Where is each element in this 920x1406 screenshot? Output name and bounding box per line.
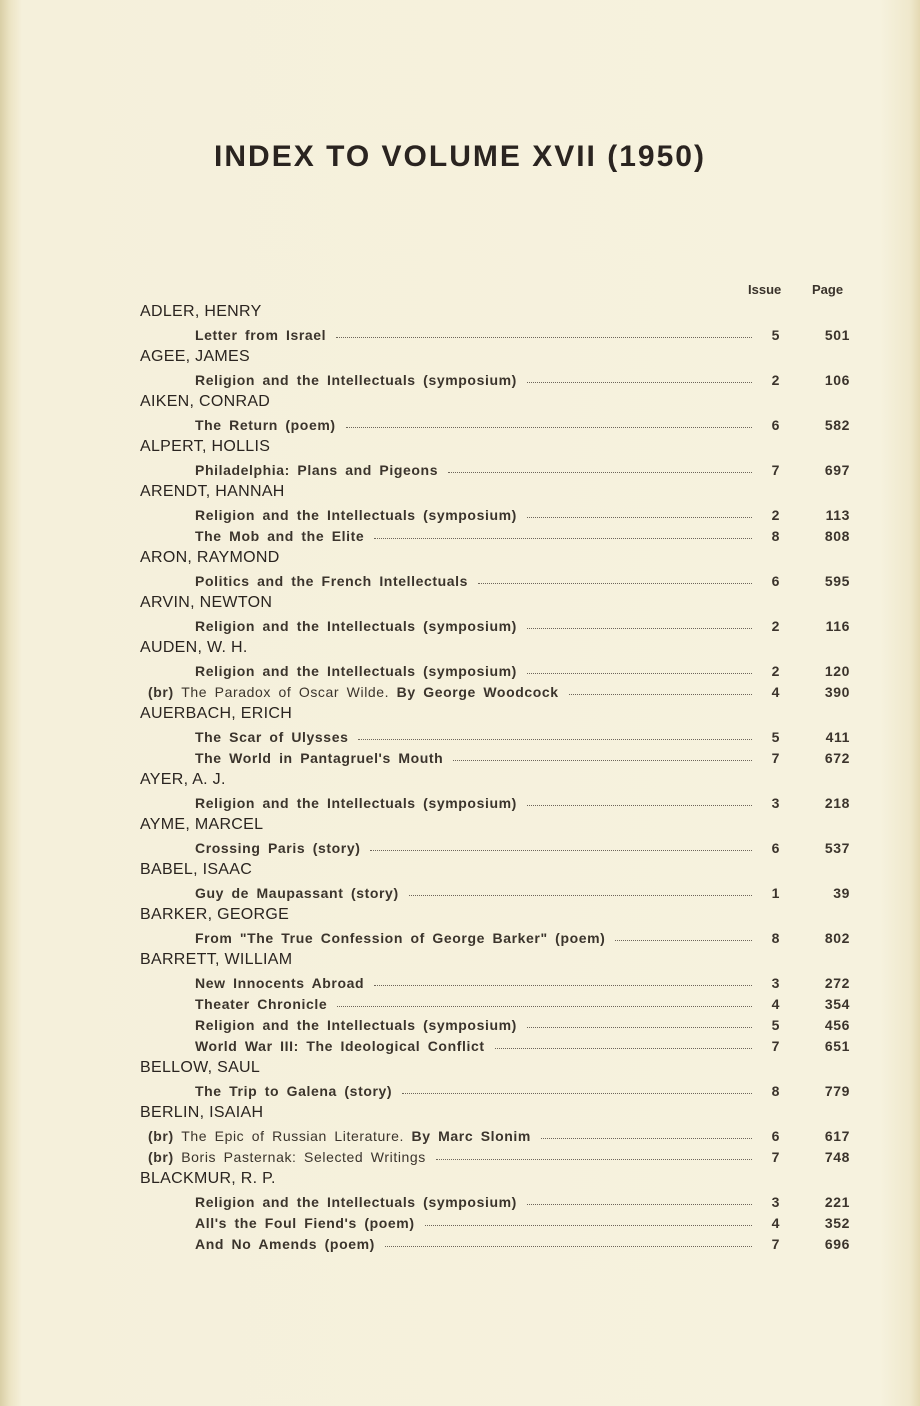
entry-title: The Mob and the Elite — [195, 528, 365, 544]
index-entry — [140, 1012, 850, 1033]
entry-text — [140, 840, 360, 856]
entry-issue: 1 — [771, 885, 780, 901]
entry-issue: 3 — [771, 975, 780, 991]
entry-issue: 8 — [771, 1083, 780, 1099]
dot-leader — [409, 895, 752, 896]
entry-page: 106 — [824, 372, 850, 388]
entry-page: 390 — [824, 684, 850, 700]
entry-page: 779 — [824, 1083, 850, 1099]
index-entry — [140, 457, 850, 478]
entry-title: From "The True Confession of George Barker" (poem) — [195, 930, 606, 946]
entry-title: All's the Foul Fiend's (poem) — [195, 1215, 415, 1231]
dot-leader — [374, 985, 752, 986]
dot-leader — [337, 1006, 752, 1007]
entry-text — [140, 528, 364, 544]
entry-issue: 6 — [771, 573, 780, 589]
author-name: AUDEN, W. H. — [140, 639, 248, 656]
entry-text — [140, 1215, 415, 1231]
entry-title: World War III: The Ideological Conflict — [195, 1038, 485, 1054]
entry-issue: 3 — [771, 1194, 780, 1210]
author-name: ARON, RAYMOND — [140, 549, 280, 566]
entry-title: Philadelphia: Plans and Pigeons — [195, 462, 439, 478]
entry-issue: 5 — [771, 729, 780, 745]
entry-issue: 7 — [771, 1236, 780, 1252]
entry-byline: By George Woodcock — [396, 684, 559, 700]
entry-page: 221 — [824, 1194, 850, 1210]
entry-issue: 6 — [771, 417, 780, 433]
author-name: AIKEN, CONRAD — [140, 393, 271, 410]
index-entry — [140, 790, 850, 811]
entry-issue: 3 — [771, 795, 780, 811]
entry-page: 802 — [824, 930, 850, 946]
dot-leader — [436, 1159, 752, 1160]
dot-leader — [541, 1138, 752, 1139]
entry-text — [140, 729, 348, 745]
author-group — [140, 905, 850, 946]
entry-title: New Innocents Abroad — [195, 975, 365, 991]
author-name: BABEL, ISAAC — [140, 861, 253, 878]
author-name: AYME, MARCEL — [140, 816, 264, 833]
index-entry — [140, 523, 850, 544]
issue-column-header: Issue — [748, 282, 782, 297]
entry-issue: 4 — [771, 1215, 780, 1231]
entry-title: Politics and the French Intellectuals — [195, 573, 469, 589]
entry-title: Religion and the Intellectuals (symposium) — [195, 1194, 517, 1210]
dot-leader — [527, 805, 752, 806]
author-name: BELLOW, SAUL — [140, 1059, 261, 1076]
entry-text — [140, 327, 326, 343]
index-entry — [140, 925, 850, 946]
entry-title: Boris Pasternak: Selected Writings — [181, 1149, 426, 1165]
dot-leader — [374, 538, 752, 539]
entry-page: 537 — [824, 840, 850, 856]
author-name: ARENDT, HANNAH — [140, 483, 285, 500]
entry-issue: 4 — [771, 996, 780, 1012]
entry-issue: 7 — [771, 1038, 780, 1054]
entry-page: 501 — [824, 327, 850, 343]
index-entry — [140, 1189, 850, 1210]
index-entry — [140, 970, 850, 991]
entry-text — [140, 750, 443, 766]
dot-leader — [370, 850, 752, 851]
author-group — [140, 437, 850, 478]
index-entry — [140, 835, 850, 856]
index-entry — [140, 1144, 850, 1165]
index-entry — [140, 724, 850, 745]
entry-text — [140, 417, 336, 433]
entry-text — [140, 930, 605, 946]
entry-text — [140, 618, 517, 634]
entry-page: 582 — [824, 417, 850, 433]
entry-title: Religion and the Intellectuals (symposium) — [195, 507, 517, 523]
entry-issue: 2 — [771, 507, 780, 523]
entry-text — [140, 1083, 392, 1099]
author-group — [140, 815, 850, 856]
entry-title: Letter from Israel — [195, 327, 327, 343]
author-name: AUERBACH, ERICH — [140, 705, 293, 722]
entry-title: And No Amends (poem) — [195, 1236, 375, 1252]
index-entry — [140, 1033, 850, 1054]
dot-leader — [527, 673, 752, 674]
entry-title: Crossing Paris (story) — [195, 840, 361, 856]
entry-title: Religion and the Intellectuals (symposium) — [195, 618, 517, 634]
index-entry — [140, 658, 850, 679]
review-prefix: (br) — [148, 684, 174, 700]
author-group — [140, 770, 850, 811]
index-list — [140, 302, 850, 1256]
entry-text — [140, 885, 399, 901]
entry-title: Theater Chronicle — [195, 996, 328, 1012]
index-entry — [140, 613, 850, 634]
dot-leader — [346, 427, 752, 428]
entry-issue: 6 — [771, 840, 780, 856]
author-group — [140, 950, 850, 1054]
page-title: INDEX TO VOLUME XVII (1950) — [214, 140, 706, 173]
author-name: ARVIN, NEWTON — [140, 594, 273, 611]
entry-page: 617 — [824, 1128, 850, 1144]
dot-leader — [527, 517, 752, 518]
author-group — [140, 704, 850, 766]
entry-text — [140, 1194, 517, 1210]
index-entry — [140, 1210, 850, 1231]
index-entry — [140, 502, 850, 523]
entry-text — [140, 1017, 517, 1033]
entry-title: The Return (poem) — [195, 417, 336, 433]
author-group — [140, 860, 850, 901]
entry-text — [140, 1038, 485, 1054]
entry-text — [140, 1149, 426, 1165]
index-entry — [140, 367, 850, 388]
entry-title: The Epic of Russian Literature. — [181, 1128, 405, 1144]
review-prefix: (br) — [148, 1149, 174, 1165]
entry-text — [140, 462, 438, 478]
entry-issue: 6 — [771, 1128, 780, 1144]
entry-page: 697 — [824, 462, 850, 478]
entry-text — [140, 663, 517, 679]
author-group — [140, 1058, 850, 1099]
entry-page: 595 — [824, 573, 850, 589]
index-entry — [140, 322, 850, 343]
dot-leader — [527, 1204, 752, 1205]
dot-leader — [358, 739, 752, 740]
index-entry — [140, 1231, 850, 1252]
entry-title: The World in Pantagruel's Mouth — [195, 750, 444, 766]
author-group — [140, 302, 850, 343]
author-name: BARKER, GEORGE — [140, 906, 290, 923]
author-group — [140, 593, 850, 634]
entry-page: 272 — [824, 975, 850, 991]
dot-leader — [527, 382, 752, 383]
entry-page: 456 — [824, 1017, 850, 1033]
page-column-header: Page — [812, 282, 844, 297]
author-name: BARRETT, WILLIAM — [140, 951, 293, 968]
author-name: AYER, A. J. — [140, 771, 226, 788]
entry-title: Religion and the Intellectuals (symposium) — [195, 663, 517, 679]
entry-page: 696 — [824, 1236, 850, 1252]
author-name: AGEE, JAMES — [140, 348, 250, 365]
entry-text — [140, 507, 517, 523]
entry-title: The Paradox of Oscar Wilde. — [181, 684, 390, 700]
entry-title: Religion and the Intellectuals (symposium) — [195, 1017, 517, 1033]
review-prefix: (br) — [148, 1128, 174, 1144]
entry-text — [140, 795, 517, 811]
dot-leader — [569, 694, 752, 695]
entry-page: 672 — [824, 750, 850, 766]
entry-page: 39 — [833, 885, 850, 901]
index-entry — [140, 679, 850, 700]
author-name: ALPERT, HOLLIS — [140, 438, 271, 455]
index-entry — [140, 412, 850, 433]
index-entry — [140, 991, 850, 1012]
dot-leader — [615, 940, 752, 941]
entry-text — [140, 1236, 375, 1252]
entry-issue: 2 — [771, 663, 780, 679]
entry-title: Religion and the Intellectuals (symposium) — [195, 795, 517, 811]
dot-leader — [527, 1027, 752, 1028]
entry-text — [140, 996, 327, 1012]
dot-leader — [425, 1225, 752, 1226]
entry-issue: 5 — [771, 327, 780, 343]
author-group — [140, 347, 850, 388]
entry-text — [140, 684, 559, 700]
index-entry — [140, 745, 850, 766]
dot-leader — [453, 760, 752, 761]
author-name: BLACKMUR, R. P. — [140, 1170, 276, 1187]
entry-issue: 7 — [771, 1149, 780, 1165]
entry-issue: 5 — [771, 1017, 780, 1033]
author-name: BERLIN, ISAIAH — [140, 1104, 264, 1121]
entry-page: 120 — [824, 663, 850, 679]
author-group — [140, 548, 850, 589]
entry-issue: 8 — [771, 930, 780, 946]
dot-leader — [336, 337, 752, 338]
dot-leader — [385, 1246, 752, 1247]
entry-title: Religion and the Intellectuals (symposium) — [195, 372, 517, 388]
index-entry — [140, 1123, 850, 1144]
entry-issue: 2 — [771, 372, 780, 388]
entry-text — [140, 975, 364, 991]
author-group — [140, 638, 850, 700]
dot-leader — [478, 583, 752, 584]
entry-title: The Trip to Galena (story) — [195, 1083, 393, 1099]
dot-leader — [527, 628, 752, 629]
entry-title: The Scar of Ulysses — [195, 729, 349, 745]
entry-issue: 2 — [771, 618, 780, 634]
entry-issue: 4 — [771, 684, 780, 700]
author-name: ADLER, HENRY — [140, 303, 262, 320]
entry-page: 354 — [824, 996, 850, 1012]
entry-page: 808 — [824, 528, 850, 544]
entry-title: Guy de Maupassant (story) — [195, 885, 399, 901]
dot-leader — [448, 472, 752, 473]
entry-text — [140, 573, 468, 589]
dot-leader — [495, 1048, 752, 1049]
index-entry — [140, 568, 850, 589]
index-entry — [140, 1078, 850, 1099]
entry-page: 651 — [824, 1038, 850, 1054]
entry-page: 113 — [825, 507, 850, 523]
entry-page: 352 — [824, 1215, 850, 1231]
dot-leader — [402, 1093, 752, 1094]
author-group — [140, 392, 850, 433]
author-group — [140, 482, 850, 544]
entry-issue: 7 — [771, 462, 780, 478]
entry-byline: By Marc Slonim — [411, 1128, 531, 1144]
entry-text — [140, 1128, 531, 1144]
author-group — [140, 1103, 850, 1165]
entry-page: 116 — [825, 618, 850, 634]
entry-issue: 7 — [771, 750, 780, 766]
index-entry — [140, 880, 850, 901]
entry-page: 218 — [824, 795, 850, 811]
author-group — [140, 1169, 850, 1252]
entry-text — [140, 372, 517, 388]
entry-issue: 8 — [771, 528, 780, 544]
entry-page: 748 — [824, 1149, 850, 1165]
entry-page: 411 — [825, 729, 850, 745]
